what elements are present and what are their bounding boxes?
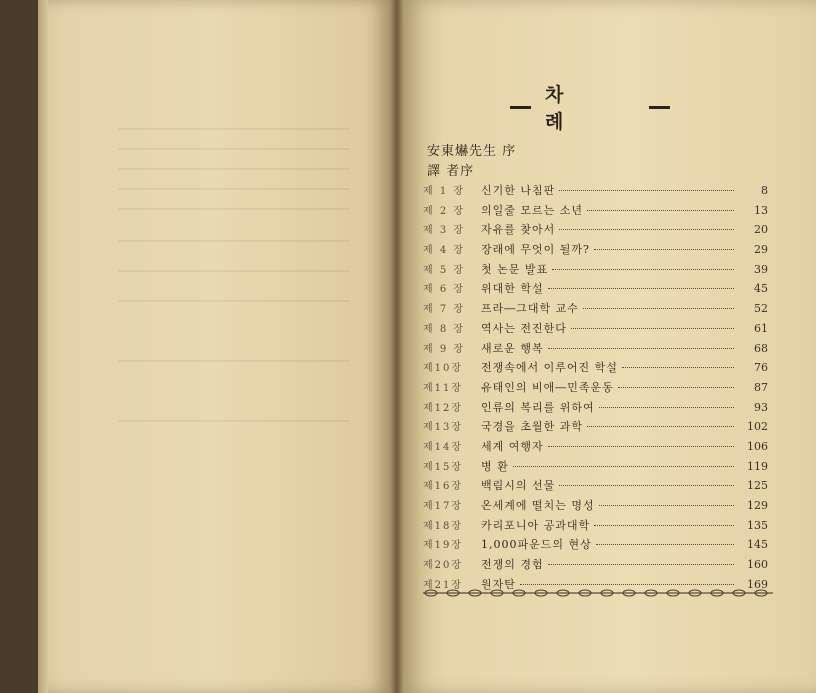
chapter-number: 제 7 장: [423, 304, 466, 316]
chapter-number: 제21장: [423, 579, 464, 591]
chapter-title: 국경을 초월한 과학: [481, 420, 584, 434]
chapter-title: 백림시의 선물: [481, 479, 556, 493]
chapter-page-number: 20: [754, 223, 768, 237]
chapter-page-number: 8: [761, 184, 768, 197]
chapter-page-number: 169: [747, 577, 768, 591]
toc-entry: [423, 221, 768, 241]
book-gutter: [390, 0, 404, 693]
chapter-number: 제 5 장: [423, 264, 466, 276]
dot-leader: [594, 249, 734, 250]
chapter-title: 유태인의 비애―민족운동: [481, 380, 614, 394]
dot-leader: [559, 485, 734, 486]
chapter-title: 전쟁의 경험: [481, 558, 544, 572]
toc-entry: [423, 300, 768, 320]
chapter-number: 제 6 장: [423, 284, 466, 296]
chapter-number: 제12장: [423, 402, 464, 414]
dot-leader: [599, 505, 734, 506]
chapter-title: 1,000파운드의 현상: [481, 538, 592, 552]
ornamental-rule: [423, 586, 773, 600]
bleed-through-line: [118, 300, 350, 302]
chapter-page-number: 102: [747, 420, 768, 434]
chapter-title: 프라―그대학 교수: [481, 302, 579, 316]
toc-entry: [423, 280, 768, 300]
chapter-page-number: 129: [747, 499, 768, 512]
toc-entry: [423, 418, 768, 438]
chapter-title: 첫 논문 발표: [481, 262, 549, 276]
dot-leader: [548, 348, 734, 349]
heading-dash-right: [649, 106, 670, 109]
chapter-page-number: 135: [747, 518, 768, 532]
chapter-page-number: 29: [754, 243, 768, 257]
chapter-number: 제15장: [423, 461, 464, 473]
chapter-list: [423, 182, 768, 595]
chapter-title: 역사는 전진한다: [481, 321, 567, 335]
chapter-number: 제13장: [423, 422, 464, 434]
bleed-through-line: [118, 270, 350, 272]
chapter-page-number: 87: [754, 380, 768, 394]
toc-entry: [423, 399, 768, 419]
toc-entry: [423, 477, 768, 497]
toc-entry: [423, 379, 768, 399]
chapter-title: 의일줄 모르는 소년: [481, 203, 584, 217]
dot-leader: [599, 407, 734, 408]
chapter-page-number: 93: [754, 400, 768, 414]
dot-leader: [587, 210, 734, 211]
toc-entry: [423, 261, 768, 281]
dot-leader: [548, 446, 734, 447]
bleed-through-line: [118, 188, 350, 190]
bleed-through-line: [118, 208, 350, 210]
chapter-number: 제 8 장: [423, 323, 466, 335]
preface-author-entry: 安東爀先生 序: [427, 144, 517, 159]
chapter-title: 신기한 나침판: [481, 184, 556, 197]
chapter-number: 제 9 장: [423, 343, 466, 355]
toc-heading-text: 차 례: [545, 84, 590, 133]
bleed-through-line: [118, 168, 350, 170]
toc-entry: [423, 497, 768, 517]
bleed-through-line: [118, 360, 350, 362]
chapter-page-number: 39: [754, 262, 768, 276]
heading-dash-left: [510, 106, 531, 109]
dot-leader: [548, 288, 734, 289]
toc-heading: [510, 84, 670, 133]
chapter-number: 제16장: [423, 481, 464, 493]
chapter-page-number: 119: [747, 459, 768, 473]
toc-entry: [423, 241, 768, 261]
toc-entry: [423, 517, 768, 537]
chapter-title: 세계 여행자: [481, 439, 544, 453]
chapter-page-number: 125: [747, 479, 768, 493]
left-page-edge: [38, 0, 48, 693]
chapter-number: 제18장: [423, 520, 464, 532]
chapter-title: 전쟁속에서 이루어진 학설: [481, 361, 618, 375]
chapter-title: 온세계에 떨치는 명성: [481, 499, 595, 512]
dot-leader: [583, 308, 734, 309]
dot-leader: [559, 229, 734, 230]
toc-entry: [423, 359, 768, 379]
chapter-page-number: 160: [747, 558, 768, 572]
chapter-number: 제10장: [423, 363, 464, 375]
dot-leader: [548, 564, 734, 565]
left-page-blank: [38, 0, 390, 693]
bleed-through-line: [118, 240, 350, 242]
bleed-through-line: [118, 148, 350, 150]
chapter-number: 제 1 장: [423, 186, 466, 197]
chapter-title: 장래에 무엇이 될까?: [481, 243, 590, 257]
toc-entry: [423, 556, 768, 576]
toc-entry: [423, 458, 768, 478]
chapter-title: 병 환: [481, 459, 509, 473]
chapter-page-number: 106: [747, 439, 768, 453]
chapter-number: 제 4 장: [423, 245, 466, 257]
chapter-page-number: 68: [754, 341, 768, 355]
chapter-page-number: 145: [747, 538, 768, 552]
toc-entry: [423, 340, 768, 360]
chapter-number: 제 3 장: [423, 225, 466, 237]
bleed-through-line: [118, 128, 350, 130]
chapter-title: 카리포니아 공과대학: [481, 518, 591, 532]
chapter-number: 제11장: [423, 382, 464, 394]
chapter-number: 제14장: [423, 441, 464, 453]
dot-leader: [622, 367, 734, 368]
chapter-number: 제19장: [423, 540, 464, 552]
chapter-page-number: 61: [754, 321, 768, 335]
chapter-page-number: 13: [754, 203, 768, 217]
dot-leader: [587, 426, 734, 427]
chapter-title: 자유를 찾아서: [481, 223, 556, 237]
chapter-number: 제 2 장: [423, 205, 466, 217]
dot-leader: [618, 387, 734, 388]
toc-entry: [423, 438, 768, 458]
chapter-number: 제20장: [423, 560, 464, 572]
chapter-number: 제17장: [423, 501, 464, 512]
chapter-title: 인류의 복리를 위하여: [481, 400, 595, 414]
toc-entry: [423, 536, 768, 556]
toc-entry: [423, 320, 768, 340]
dot-leader: [559, 190, 734, 191]
dot-leader: [552, 269, 734, 270]
chapter-page-number: 45: [754, 282, 768, 296]
dot-leader: [571, 328, 734, 329]
bleed-through-line: [118, 420, 350, 422]
chapter-title: 새로운 행복: [481, 341, 544, 355]
chapter-title: 원자탄: [481, 577, 516, 591]
chapter-page-number: 52: [754, 302, 768, 316]
toc-entry: [423, 202, 768, 222]
dot-leader: [594, 525, 734, 526]
toc-entry: [423, 182, 768, 202]
dot-leader: [596, 544, 734, 545]
chapter-title: 위대한 학설: [481, 282, 544, 296]
preface-translator-entry: 譯 者序: [427, 164, 475, 179]
dot-leader: [513, 466, 734, 467]
chapter-page-number: 76: [754, 361, 768, 375]
dot-leader: [520, 584, 734, 585]
